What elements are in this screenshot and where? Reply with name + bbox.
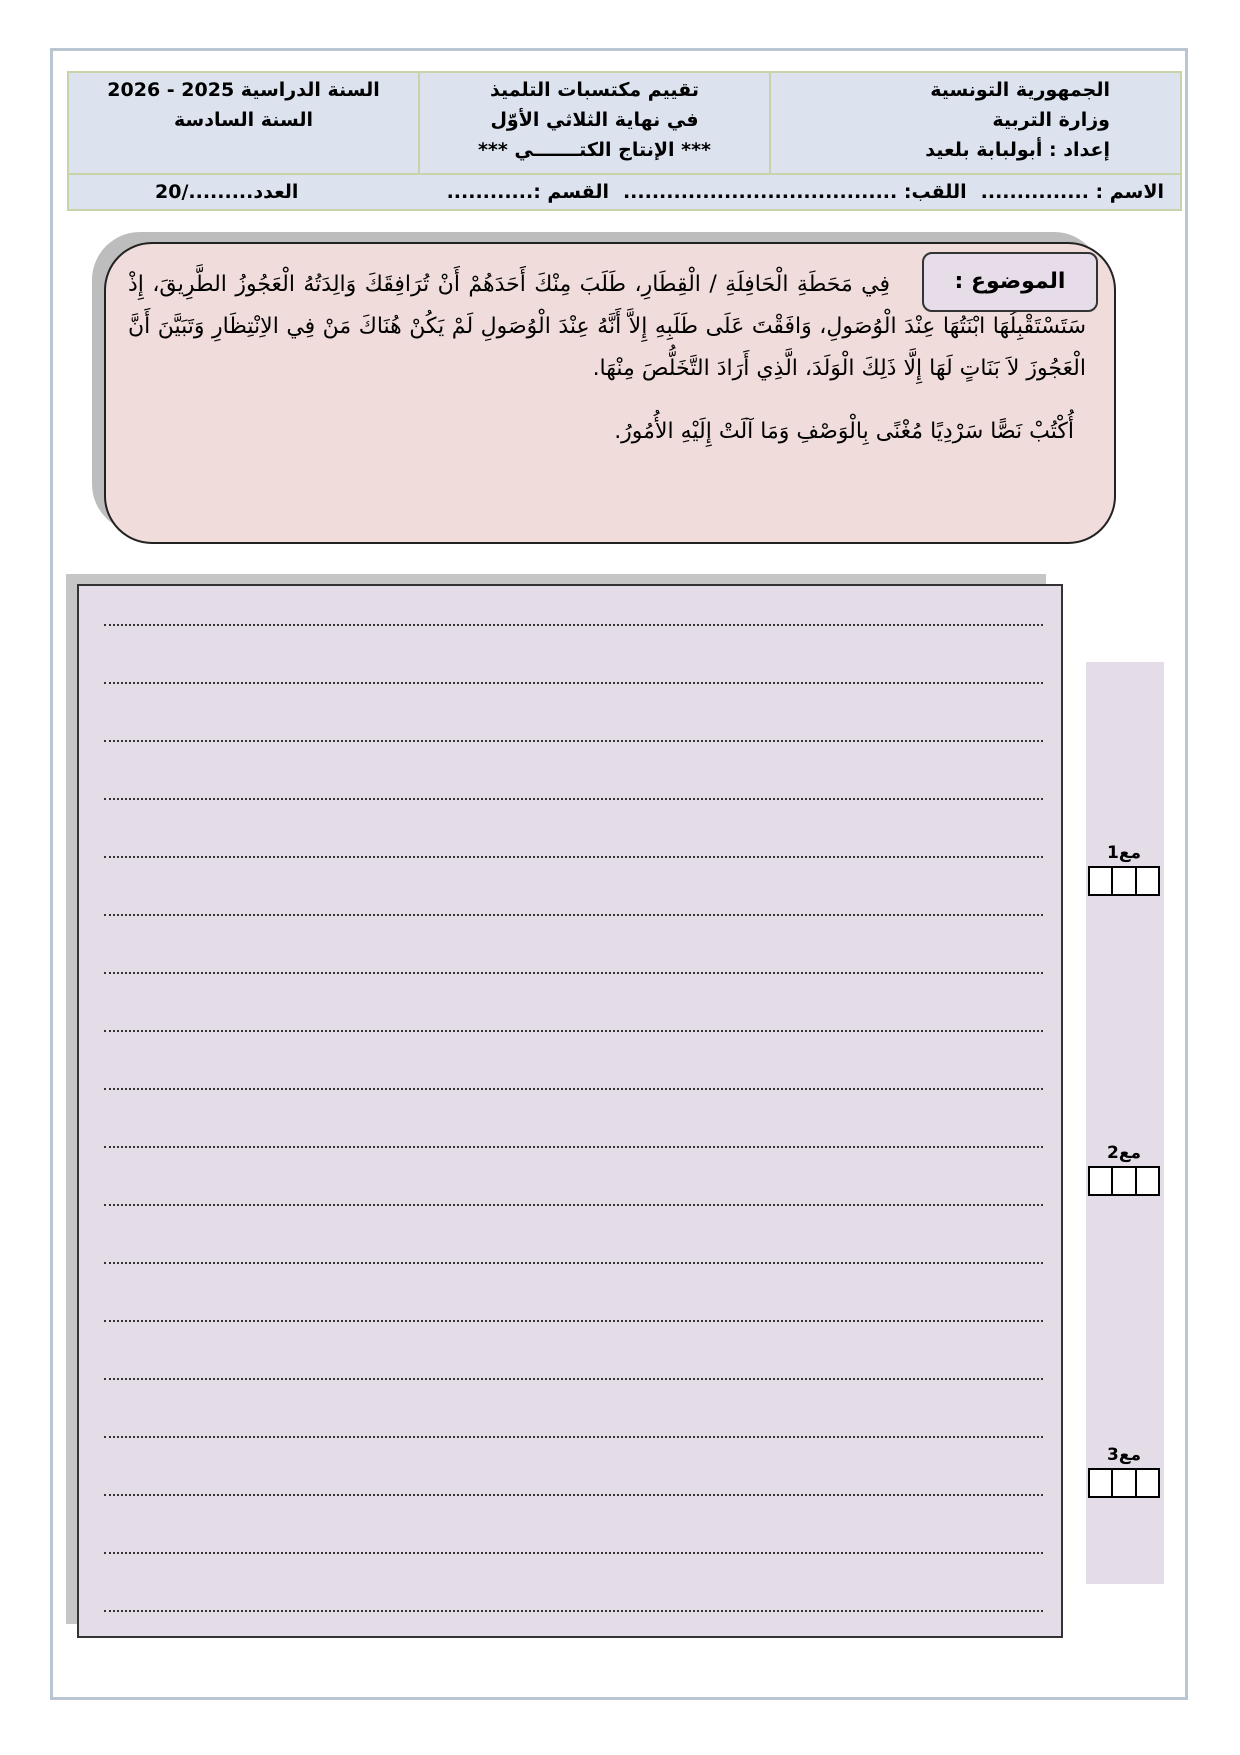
writing-line[interactable] [104,972,1043,974]
score-box[interactable] [1090,868,1111,894]
score-box[interactable] [1111,1470,1134,1496]
criterion-label: مع2 [1107,1143,1141,1163]
score-box[interactable] [1111,868,1134,894]
writing-line[interactable] [104,682,1043,684]
topic-task: أُكْتُبْ نَصًّا سَرْدِيًا مُغْنًى بِالْوَصْفِ وَمَا آلَتْ إِلَيْهِ الأُمُورُ. [614,419,1074,444]
header-table [67,71,1182,211]
writing-line[interactable] [104,1494,1043,1496]
surname-field[interactable]: اللقب: ...................................... [622,181,967,203]
score-boxes [1088,1468,1160,1498]
writing-line[interactable] [104,856,1043,858]
writing-line[interactable] [104,1320,1043,1322]
score-box[interactable] [1135,1470,1158,1496]
writing-line[interactable] [104,624,1043,626]
topic-text: فِي مَحَطَةِ الْحَافِلَةِ / الْقِطَارِ، طَلَبَ مِنْكَ أَحَدَهُمْ أَنْ تُرَافِقَكَ وَالِدَتُهُ الْعَجُوزُ الطَّرِيقَ، إِذْ سَتَسْتَقْبِلُهَا ابْنَتُهَا عِنْدَ الْوُصَولِ، وَافَقْتَ عَلَى طَلَبِهِ إِلاَّ أَنَّهُ عِنْدَ الْوُصَولِ لَمْ يَكُنْ هُنَاكَ مَنْ فِي الاِنْتِظَارِ وَتَبَيَّنَ أَنَّ الْعَجُوزَ لاَ بَنَاتٍ لَهَا إِلَّا ذَلِكَ الْوَلَدَ، الَّذِي أَرَادَ التَّخَلُّصَ مِنْهَا. [128,272,1086,381]
header-exam-title [420,73,771,173]
republic-label: الجمهورية التونسية [930,79,1110,101]
school-year: السنة الدراسية 2025 - 2026 [107,79,380,101]
score-box[interactable] [1090,1470,1111,1496]
exam-subject: *** الإنتاج الكتـــــــي *** [478,139,711,161]
score-box[interactable] [1135,868,1158,894]
ministry-label: وزارة التربية [992,109,1110,131]
criterion-3 [1088,1442,1160,1498]
writing-line[interactable] [104,740,1043,742]
criterion-1 [1088,840,1160,896]
writing-line[interactable] [104,1262,1043,1264]
writing-line[interactable] [104,1088,1043,1090]
exam-title: تقييم مكتسبات التلميذ [490,79,699,101]
writing-line[interactable] [104,1204,1043,1206]
writing-area[interactable] [77,584,1063,1638]
writing-line[interactable] [104,1030,1043,1032]
name-field[interactable]: الاسم : ............... [980,181,1164,203]
author-label: إعداد : أبولبابة بلعيد [925,139,1110,161]
writing-line[interactable] [104,1610,1043,1612]
criteria-column [1086,662,1164,1584]
score-boxes [1088,866,1160,896]
score-box[interactable] [1111,1168,1134,1194]
writing-line[interactable] [104,1552,1043,1554]
header-institution [771,73,1180,173]
header-year [69,73,420,173]
grade-field: العدد........./20 [155,181,299,203]
criterion-label: مع1 [1107,843,1141,863]
writing-line[interactable] [104,1436,1043,1438]
writing-line[interactable] [104,1146,1043,1148]
writing-line[interactable] [104,914,1043,916]
score-box[interactable] [1090,1168,1111,1194]
class-field[interactable]: القسم :............ [446,181,609,203]
writing-line[interactable] [104,1378,1043,1380]
header-top-row [69,73,1180,175]
grade-level: السنة السادسة [174,109,313,131]
criterion-2 [1088,1140,1160,1196]
student-info-row [69,173,1180,211]
topic-box [104,242,1116,544]
criterion-label: مع3 [1107,1445,1141,1465]
topic-label: الموضوع : [922,252,1098,312]
score-boxes [1088,1166,1160,1196]
exam-term: في نهاية الثلاثي الأوّل [490,109,699,131]
writing-line[interactable] [104,798,1043,800]
score-box[interactable] [1135,1168,1158,1194]
